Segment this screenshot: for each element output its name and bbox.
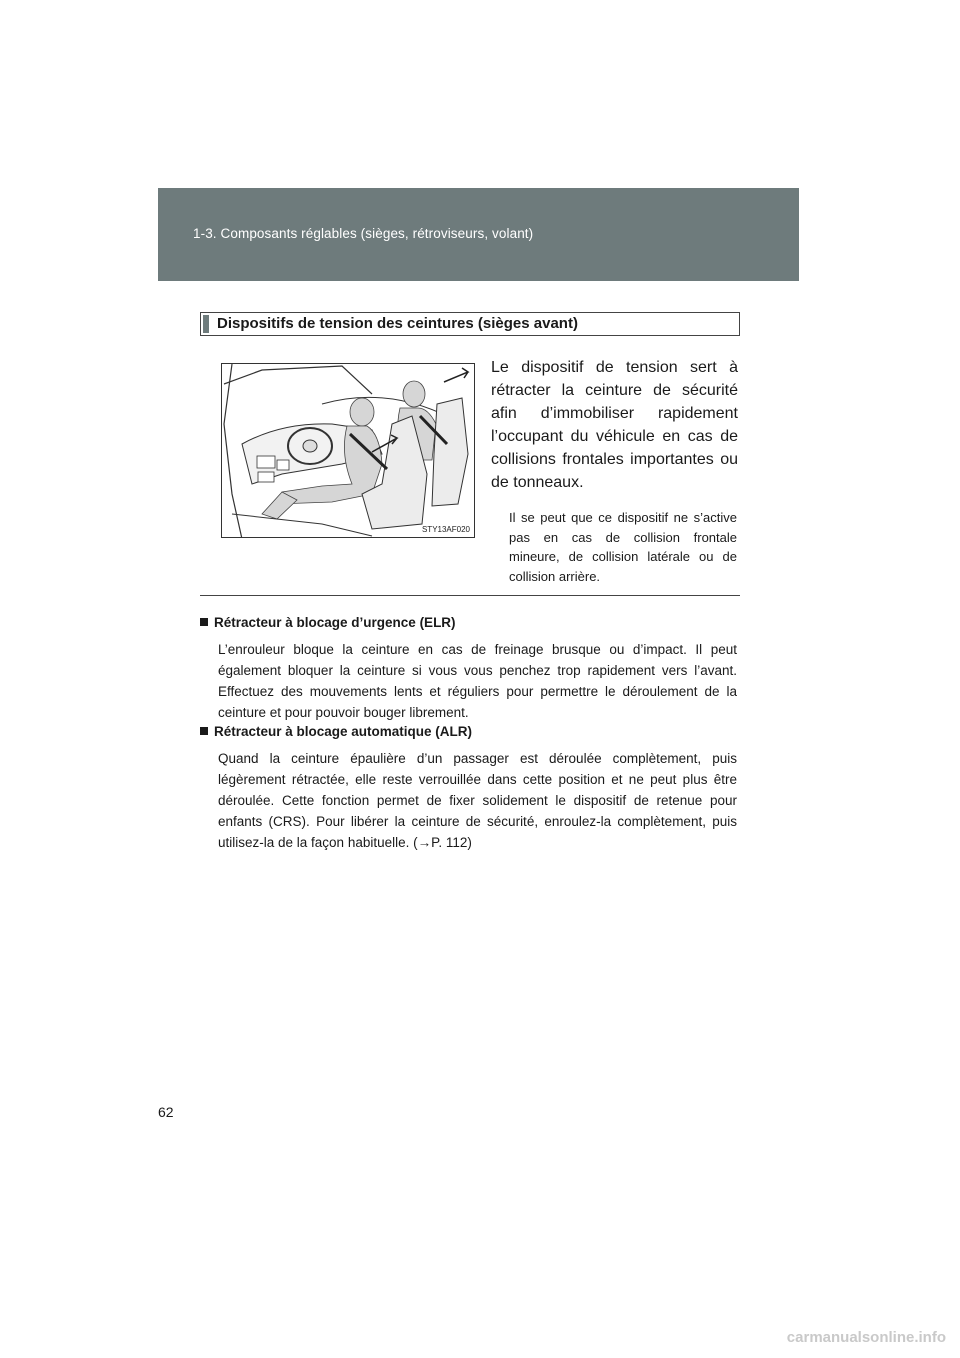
figure-code: STY13AF020	[421, 525, 470, 534]
chapter-header-band	[158, 188, 799, 281]
list-item-alr	[200, 722, 737, 853]
car-interior-drawing	[222, 364, 475, 538]
lead-paragraph: Le dispositif de tension sert à rétracter la ceinture de sécurité afin d’immobiliser rapidement l’occupant du véhicule en cas de collisions frontales importantes ou de tonneaux.	[491, 359, 738, 491]
section-divider	[200, 595, 740, 596]
item-body: Quand la ceinture épaulière d’un passager est déroulée complètement, puis légèrement rétractée, elle reste verrouillée dans cette position et ne peut plus être déroulée. Cette fonction permet de fixer solidement le dispositif de retenue pour enfants (CRS). Pour libérer la ceinture de sécurité, enroulez-la complètement, puis utilisez-la de la façon habituelle. (→P. 112)	[218, 751, 737, 850]
bullet-square-icon	[200, 618, 208, 626]
note-paragraph: Il se peut que ce dispositif ne s’active pas en cas de collision frontale mineure, de collision latérale ou de collision arrière.	[509, 510, 737, 584]
page-number: 62	[158, 1104, 174, 1120]
breadcrumb: 1-3. Composants réglables (sièges, rétroviseurs, volant)	[193, 226, 534, 241]
bullet-square-icon	[200, 727, 208, 735]
list-item-elr	[200, 613, 737, 723]
section-title-marker	[203, 315, 209, 333]
section-title: Dispositifs de tension des ceintures (sièges avant)	[217, 315, 578, 332]
item-body: L’enrouleur bloque la ceinture en cas de freinage brusque ou d’impact. Il peut également bloquer la ceinture si vous vous penchez trop rapidement vers l’avant. Effectuez des mouvements lents et réguliers pour permettre le déroulement de la ceinture et pour pouvoir bouger librement.	[218, 642, 737, 720]
pretensioner-illustration	[221, 363, 475, 538]
watermark: carmanualsonline.info	[786, 1329, 946, 1346]
item-heading-text: Rétracteur à blocage d’urgence (ELR)	[214, 615, 456, 630]
item-heading	[200, 613, 737, 633]
item-heading-text: Rétracteur à blocage automatique (ALR)	[214, 724, 473, 739]
item-heading	[200, 722, 737, 742]
section-title-box	[200, 312, 740, 336]
